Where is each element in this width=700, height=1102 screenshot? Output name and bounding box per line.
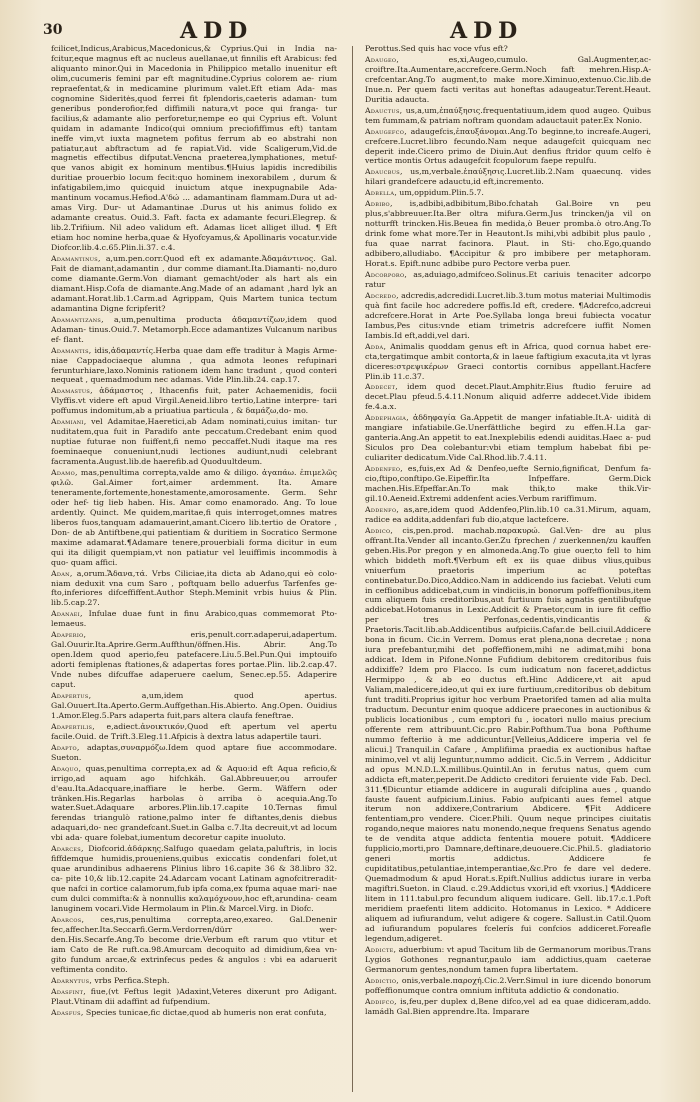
entry-headword: Adaugefco — [365, 126, 405, 136]
dictionary-entry: Adapto, adaptas,συναρμόζω.Idem quod aptare fiue accommodare. Sueton. — [51, 742, 337, 762]
entry-text: Perottus.Sed quis hac voce vfus eft? — [365, 44, 508, 53]
dictionary-entry: Addenfo, as,are,idem quod Addenfeo,Plin.lib.10 ca.31.Mirum, aquam, radice ea addita,addenfari fub dio,atque lactefcere. — [365, 504, 651, 524]
entry-text: a,um,idem quod apertus. Gal.Ouuert.Ita.Aperto.Germ.Auffgethan.His.Abierto. Ang.Open. Ouidius 1.Amor.Eleg.5.Pars adaperta fuit,pars altera claufa feneftrae. — [51, 691, 337, 720]
entry-headword: Adarnytus — [51, 975, 90, 985]
entry-headword: Adamantizans — [51, 314, 102, 324]
dictionary-entry: Adaugeo, es,xi,Augeo,cumulo. Gal.Augmenter,ac- croiftre.Ita.Aumentare,accrefcere.Germ.Noch faft mehren.Hisp.A- crefcentar.Ang.To augment,to make more.Ximinuo,extenuo.Cic.lib.de Inue.n. Per quem facti veritas aut honeftas adaugeatur.Terent.Heaut. Duritia adaucta. — [365, 54, 651, 104]
entry-text: a,um.pen.corr.Quod eft ex adamante.Ἀδαμάντινος. Gal. Fait de diamant,adamantin , dur comme diamant.Ita.Diamanti- no,duro come diamante.Germ.Von diamant gemacht/oder als hart als ein diamant.Hisp.Cofa de diamante.Ang.Made of an adamant ,hard lyk an adamant.Horat.lib.1.Carm.ad Agrippam, Quis Martem tunica tectum adamantina Digne fcripferit? — [51, 254, 337, 313]
dictionary-entry: Adamo, mas,penultima correpta,valde amo & diligo. ἀγαπάω. ἐπιμελῶς φιλῶ. Gal.Aimer fort,aimer ardemment. Ita. Amare teneramente,fortemente,honestamente,amorosamente. Germ. Sehr oder hef- tig lieb haben. His. Amar como enamorado. Ang. To loue ardently. Quinct. Me quidem,maritae,fi quis interroget,omnes matres liberos fuos,tanquam adamauerint,amant.Cicero lib.tertio de Oratore , Don- de ab Antiftbene,qui patientiam & duritiem in Socratico Sermone maxime adamarat.¶Adamare tenere,prouerbiali forma dicitur in eum qui ita diligit quempiam,vt non patiatur vel leuiffimis incommodis à quo- quam affici. — [51, 468, 337, 567]
dictionary-entry: Adarces, Diofcorid.ἀδάρκης.Salfugo quaedam gelata,paluftris, in locis fiffdemque humidis,proueniens,quibus exiccatis condenfari folet,ut quae arundinibus adhaerens Plinius libro 16.capite 36 & 38.libro 32. ca- pite 10,& lib.12.capite 24.Adarcam vocant Latinam agnofcitreradit- que nafci in cortice calamorum,fub ipfa coma,ex fpuma aquae mari- nae cum dulci commifta:& à nonnullis καλαμόχνουν,hoc eft,arundina- ceam lanuginem vocari.Vide Hermolaum in Plin.& Marcel.Virg. in Diofc. — [51, 844, 337, 914]
entry-headword: Addenfo — [365, 504, 397, 514]
dictionary-entry — [365, 44, 651, 54]
entry-headword: Adamiani — [51, 417, 84, 427]
entry-headword: Adcorporo — [365, 269, 405, 279]
entry-text: a,orum.Ἄδανα,τά. Vrbs Ciliciae,ita dicta ab Adano,qui eò colo- niam deduxit vna cum Saro , poftquam bello aduerfus Tarfenfes ge- fto,inferiores difceffiffent.Author Steph.Meminit vrbis huius & Plin. lib.5.cap.27. — [51, 568, 337, 608]
entry-text: idem quod decet.Plaut.Amphitr.Eius ftudio feruire ad decet.Plau pfeud.5.4.11.Nonum aliquid adferre addecet.Vide ibidem fe.4.a.x. — [365, 382, 651, 412]
entry-text: fiue,(vt Feftus legit )Adaxint,Veteres dixerunt pro Adigant. Plaut.Vtinam dii adaffint ad fufpendium. — [51, 986, 337, 1006]
dictionary-entry: Addico, cis,pen.prod. machab.παρακυρώ. Gal.Ven- dre au plus offrant.Ita.Vender all incanto.Ger.Zu fprechen / zuerkennen/zu kauffen geben.His.Por pregon y en almoneda.Ang.To giue ouer,to fell to him which biddeth moft.¶Verbum eft ex iis quae diibus vlius,quibus vniuerfum praetoris imperium ac poteftas continebatur.Do.Dico,Addico.Nam in addicendo ius faciebat. Veluti cum in ceffionibus addicebat,cum in vindiciis,in bonorum poffeffionibus,item cum aliquem fuis creditoribus,aut furtiuum fuis agnatis gentilibufque addicebat.Hotomanus in Lexic.Addicit & Praetor,cum in iure fit ceffio per tres Perfonas,cedentis,vindicantis & Praetoris.Tacit.lib.ab.Addicentibus aufpiciis.Cafar.de bell.ciuil.Addicere bona in ficum. Cic.in Verrem. Domus erat plena,nona decretae ; nona iura prefebantur,mihi det poffeffionem,mihi ne adimat,mihi bona addicat. Idem in Pifone.Nonne Fufidium debitorem creditoribus fuis addixiffe? Idem pro Flacco. Is cum iudicatum non faceret,addictus Hermippo , & ab eo ductus eft.Hinc Addicere,vt ait apud Valiam,maledicere,ideo,ut qui ex iure furtiuum,creditoribus ob debitum funt traditi.Proprius igitur hoc verbum Praetorifed tamen ad alia multa traductum. Decuntur enim quoque addicere praecones in auctionibus & publicis locationibus , cum emptori fu , iocatori nullo maius precium offerente rem attribuunt.Cic.pro Rabir.Pofthum.Tua bona Pofthume nummo fefteriio à me addicuntur.[Velleius,Addicere imperia vel fe alicui.] Tranquil.in Cafare , Amplifiima praedia ex auctionibus haftae minimo,vel vt alij leguntur,nummo addicit. Cic.5.in Verrem , Addicitur ad opus M.N.D.L.X.millibus.Quintil.An in ferutus natus, quem cum addicta eft,mater,peperit.De Addicto creditori feruiente vide Fab. Decl. 311.¶Dicuntur etiamde addicere in augurali difciplina aues , quando fauste fauent aufpicium.Linius. Fabio aufpicanti aues femel atque iterum non addixere,Contrarium Abdicere. ¶Fit Addicere fententiam,pro vendere. Cicer.Phili. Quum neque principes ciuitatis rogando,neque maiores natu monendo,neque frequens Senatus agendo te de vendita atque addicta fententia mouere potuit. ¶Addicere fupplicio,morti,pro Damnare,deftinare,deuouere.Cic.Phil.5. gladiatorio generi mortis addictus. Addicere fe cupiditatibus,petulantiae,intemperantiae,&c.Pro fe dare vel dedere. Quemadmodum & apud Horat.s.Epift.Nullius addictus iurare in verba magiftri.Sueton. in Claud. c.29.Addictus vxori,id eft vxorius.] ¶Addicere litem in 111.tabul.pro fecundum aliquem iudicare. Gell. lib.17.c.1.Poft meridiem praefenti litem addicito. Hotomanus in Lexico. * Addicere aliquem ad iufiurandum, velut adigere & cogere. Sallust.in Catil.Quom ad iufiurandum populares fcelerís fui confcios addiceret.Foreafle legendum,adigeret. — [365, 525, 651, 943]
entry-headword: Adamantis — [51, 345, 89, 355]
dictionary-entry: Adbella, um,oppidum.Plin.5.7. — [365, 188, 484, 198]
entry-headword: Addecet — [365, 382, 396, 392]
entry-text: us,a,um,ἐπαύξησις.frequentatiuum,idem quod augeo. Quibus tem fummam,& patriam noftram quondam adauctauit pater.Ex Nonio. — [365, 105, 651, 125]
dictionary-entry: Adaucbus, us,m,verbale.ἐπαύξησις.Lucret.lib.2.Nam quaecunq. vides hilari grandefcere adauctu,id eft,incremento. — [365, 167, 651, 187]
entry-text: es,xi,Augeo,cumulo. Gal.Augmenter,ac- croiftre.Ita.Aumentare,accrefcere.Germ.Noch faft mehren.Hisp.A- crefcentar.Ang.To augment,to make more.Ximinuo,extenuo.Cic.lib.de Inue.n. Per quem facti veritas aut honeftas adaugeatur.Terent.Heaut. Duritia adaucta. — [365, 54, 651, 104]
dictionary-entry: Addephagia, ἀδδηφαγία Ga.Appetit de manger infatiable.It.A- uidità di mangiare infatiabile.Ge.Unerfättliche begird zu effen.H.La gar- ganteria.Ang.An appetit to eat.Inexplebilis edendi auiditas.Haec a- pud Siculos pro Dea colebantur:vbi etiam templum habebat fibi pe- culiariter dedicatum.Vide Cal.Rhod.lib.7.4.11. — [365, 413, 651, 463]
entry-headword: Adarces — [51, 844, 82, 854]
entry-text: quas,penultima correpta,ex ad & Aquo:id eft Aqua reficio,& irrigo,ad aquam ago hifchkáh. Gal.Abbreuuer,ou arroufer d'eau.Ita.Adacquare,inaffiare le herbe. Germ. Wäffern oder tränken.His.Regarlas harbolas ò arriba ò acequia.Ang.To water.Suet.Adaquare arbores.Plin.lib.17.capite 10.Ternas fimul ferendas triangulò ratione,palmo inter fe diftantes,denis diebus adaquari,do- nec grandefcant.Suet.in Galba c.7.Ita decreuit,vt ad locum vbi ada- quare folebat,iumentum decoretur capite inuoluto. — [51, 763, 337, 843]
dictionary-entry — [51, 44, 337, 253]
dictionary-entry: Adarnytus, vrbs Perfica.Steph. — [51, 975, 170, 985]
entry-text: es,fuis,ex Ad & Denfeo,uefte Sernio,fignificat, Denfum fa- cio,ftipo,conftipo.Ge.Eipeffir.Ita Infpeffare. Germ.Dick machen.His.Efpeffar.An.To mak thik,to make thik.Vir- gil.10.Aeneid.Extremi addenfent acies.Verbum rariffimum. — [365, 464, 651, 503]
entry-headword: Addictio — [365, 975, 397, 985]
entry-text: adaptas,συναρμόζω.Idem quod aptare fiue accommodare. Sueton. — [51, 742, 337, 762]
entry-text: a,um,penultima producta ἀδαμαντίζων,idem quod Adaman- tinus.Ouid.7. Metamorph.Ecce adamantizes Vulcanum naribus ef- flant. — [51, 314, 337, 344]
dictionary-entry: Adan, a,orum.Ἄδανα,τά. Vrbs Ciliciae,ita dicta ab Adano,qui eò colo- niam deduxit vna cum Saro , poftquam bello aduerfus Tarfenfes ge- fto,inferiores difceffiffent.Author Steph.Meminit vrbis huius & Plin. lib.5.cap.27. — [51, 568, 337, 608]
entry-headword: Addephagia — [365, 413, 407, 423]
dictionary-entry: Addictio, onis,verbale.παροχή.Cic.2.Verr.Simul in iure dicendo bonorum poffeffionumque contra omnium inftituta addictio & condonatio. — [365, 975, 651, 995]
entry-text: adaugefcis,ἐπαυξάνομαι.Ang.To beginne,to increafe.Augeri, crefcere.Lucret.libro fecundo.Nam neque adaugefcit quicquam nec deperit inde.Cicero primo de Diuin.Aut denfius ftridor quum celfo è vertice montis Ortus adaugefcit fcopulorum faepe repulfu. — [365, 126, 651, 166]
entry-text: us,m,verbale.ἐπαύξησις.Lucret.lib.2.Nam quaecunq. vides hilari grandefcere adauctu,id eft,incremento. — [365, 167, 651, 187]
entry-text: cis,pen.prod. machab.παρακυρώ. Gal.Ven- dre au plus offrant.Ita.Vender all incanto.Ger.Zu fprechen / zuerkennen/zu kauffen geben.His.Por pregon y en almoneda.Ang.To giue ouer,to fell to him which biddeth moft.¶Verbum eft ex iis quae diibus vlius,quibus vniuerfum praetoris imperium ac poteftas continebatur.Do.Dico,Addico.Nam in addicendo ius faciebat. Veluti cum in ceffionibus addicebat,cum in vindiciis,in bonorum poffeffionibus,item cum aliquem fuis creditoribus,aut furtiuum fuis agnatis gentilibufque addicebat.Hotomanus in Lexic.Addicit & Praetor,cum in iure fit ceffio per tres Perfonas,cedentis,vindicantis & Praetoris.Tacit.lib.ab.Addicentibus aufpiciis.Cafar.de bell.ciuil.Addicere bona in ficum. Cic.in Verrem. Domus erat plena,nona decretae ; nona iura prefebantur,mihi det poffeffionem,mihi ne adimat,mihi bona addicat. Idem in Pifone.Nonne Fufidium debitorem creditoribus fuis addixiffe? Idem pro Flacco. Is cum iudicatum non faceret,addictus Hermippo , & ab eo ductus eft.Hinc Addicere,vt ait apud Valiam,maledicere,ideo,ut qui ex iure furtiuum,creditoribus ob debitum funt traditi.Proprius igitur hoc verbum Praetorifed tamen ad alia multa traductum. Decuntur enim quoque addicere praecones in auctionibus & publicis locationibus , cum emptori fu , iocatori nullo maius precium offerente rem attribuunt.Cic.pro Rabir.Pofthum.Tua bona Pofthume nummo fefteriio à me addicuntur.[Velleius,Addicere imperia vel fe alicui.] Tranquil.in Cafare , Amplifiima praedia ex auctionibus haftae minimo,vel vt alij leguntur,nummo addicit. Cic.5.in Verrem , Addicitur ad opus M.N.D.L.X.millibus.Quintil.An in ferutus natus, quem cum addicta eft,mater,peperit.De Addicto creditori feruiente vide Fab. Decl. 311.¶Dicuntur etiamde addicere in augurali difciplina aues , quando fauste fauent aufpicium.Linius. Fabio aufpicanti aues femel atque iterum non addixere,Contrarium Abdicere. ¶Fit Addicere fententiam,pro vendere. Cicer.Phili. Quum neque principes ciuitatis rogando,neque maiores natu monendo,neque frequens Senatus agendo te de vendita atque addicta fententia mouere potuit. ¶Addicere fupplicio,morti,pro Damnare,deftinare,deuouere.Cic.Phil.5. gladiatorio generi mortis addictus. Addicere fe cupiditatibus,petulantiae,intemperantiae,&c.Pro fe dare vel dedere. Quemadmodum & apud Horat.s.Epift.Nullius addictus iurare in verba magiftri.Sueton. in Claud. c.29.Addictus vxori,id eft vxorius.] ¶Addicere litem in 111.tabul.pro fecundum aliquem iudicare. Gell. lib.17.c.1.Poft meridiem praefenti litem addicito. Hotomanus in Lexico. * Addicere aliquem ad iufiurandum, velut adigere & cogere. Sallust.in Catil.Quom ad iufiurandum populares fcelerís fui confcios addiceret.Foreafle legendum,adigeret. — [365, 525, 651, 943]
entry-headword: Addicte — [365, 944, 394, 954]
dictionary-entry: Addenfeo, es,fuis,ex Ad & Denfeo,uefte Sernio,fignificat, Denfum fa- cio,ftipo,conftipo.Ge.Eipeffir.Ita Infpeffare. Germ.Dick machen.His.Efpeffar.An.To mak thik,to make thik.Vir- gil.10.Aeneid.Extremi addenfent acies.Verbum rariffimum. — [365, 464, 651, 503]
dictionary-entry: Adapertus, a,um,idem quod apertus. Gal.Ouuert.Ita.Aperto.Germ.Auffgethan.His.Abierto. Ang.Open. Ouidius 1.Amor.Eleg.5.Pars adaperta fuit,pars altera claufa feneftrae. — [51, 691, 337, 720]
dictionary-entry: Adauctus, us,a,um,ἐπαύξησις.frequentatiuum,idem quod augeo. Quibus tem fummam,& patriam noftram quondam adauctauit pater.Ex Nonio. — [365, 105, 651, 125]
column-divider — [352, 46, 353, 1092]
left-column — [51, 44, 337, 1094]
entry-headword: Adamantinus — [51, 254, 98, 264]
entry-text: e,adiect.ἀνοικτικόν,Quod eft apertum vel apertu facile.Ouid. de Trift.3.Eleg.11.Afpicis à dextra latus adapertile tauri. — [51, 721, 337, 741]
dictionary-entry: Adasfint, fiue,(vt Feftus legit )Adaxint,Veteres dixerunt pro Adigant. Plaut.Vtinam dii adaffint ad fufpendium. — [51, 986, 337, 1006]
dictionary-entry: Adapertilis, e,adiect.ἀνοικτικόν,Quod eft apertum vel apertu facile.Ouid. de Trift.3.Eleg.11.Afpicis à dextra latus adapertile tauri. — [51, 721, 337, 741]
dictionary-entry: Adamastus, ἀδάμαστος , Ithacenfis fuit, pater Achaemenidis, focii Vlyffis.vt videre eft apud Virgil.Aeneid.libro tertio,Latine interpre- tari poffumus indomitum,ab a priuatiua particula , & δαμάζω,do- mo. — [51, 386, 337, 416]
entry-text: ἀδδηφαγία Ga.Appetit de manger infatiable.It.A- uidità di mangiare infatiabile.Ge.Unerfättliche begird zu effen.H.La gar- ganteria.Ang.An appetit to eat.Inexplebilis edendi auiditas.Haec a- pud Siculos pro Dea colebantur:vbi etiam templum habebat fibi pe- culiariter dedicatum.Vide Cal.Rhod.lib.7.4.11. — [365, 413, 651, 463]
entry-text: vrbs Perfica.Steph. — [94, 975, 170, 985]
entry-headword: Adcredo — [365, 290, 397, 300]
entry-text: Animalis quoddam genus eft in Africa, quod cornua habet ere- cta,tergatimque ambit contorta,& in laeue faftigium exacuta,ita vt lyras diceres:στρεψικέρων Graeci contortis cornibus appellant.Hacfere Plin.ib 11.c.37. — [365, 341, 651, 381]
entry-headword: Adda — [365, 341, 384, 351]
entry-text: onis,verbale.παροχή.Cic.2.Verr.Simul in iure dicendo bonorum poffeffionumque contra omnium inftituta addictio & condonatio. — [365, 975, 651, 995]
dictionary-entry: Adamantizans, a,um,penultima producta ἀδαμαντίζων,idem quod Adaman- tinus.Ouid.7. Metamorph.Ecce adamantizes Vulcanum naribus ef- flant. — [51, 314, 337, 344]
entry-headword: Adbella — [365, 188, 395, 198]
dictionary-entry: Addecet, idem quod decet.Plaut.Amphitr.Eius ftudio feruire ad decet.Plau pfeud.5.4.11.Nonum aliquid adferre addecet.Vide ibidem fe.4.a.x. — [365, 382, 651, 412]
dictionary-entry: Adasfus, Species tunicae,fic dictae,quod ab humeris non erat confuta, — [51, 1007, 327, 1017]
entry-text: vel Adamitae,Haeretici,ab Adam nominati,cuius imitan- tur nuditatem,qua fuit in Paradifo ante peccatum.Credebant enim quod nuptiae futurae non fuiffent,fi nemo peccaffet.Nudi itaque ma res foeminaeque conueniunt,nudi lectiones audiunt,nudi celebrant facramenta.August.lib.de haerefib.ad Quoduultdeum. — [51, 417, 337, 467]
entry-text: um,oppidum.Plin.5.7. — [399, 188, 484, 198]
entry-text: is,adbibi,adbibitum,Bibo.fchatah Gal.Boire vn peu plus,s'abbreuuer.Ita.Ber oltra mifura.Germ.Jus trincken/ja vil on notturfft trincken.His.Beuea fin medida,ò Beuer promba.ò otro.Ang.To drink fome what more.Ter in Heautont.Is mihi,vbi adbibit plus paulo , fua quae narrat facinora. Plaut. in Sti- cho.Ego,quando adbibero,alludiabo. ¶Accipitur & pro imbibere per metaphoram. Horat.s. Epift.nunc adbibe puro Pectore verba puer. — [365, 199, 651, 269]
entry-text: is,feu,per duplex d,Bene difco,vel ad ea quae didiceram,addo. lamádh Gal.Bien apprendre.Ita. Imparare — [365, 996, 651, 1016]
dictionary-entry: Adcredo, adcredis,adcredidi.Lucret.lib.3.tum motus materiai Multimodis quà fint facile hoc adcredere poffis.Id eft, credere. ¶Adcrefco,adcreui adcrefcere.Horat in Arte Poe.Syllaba longa breui fubiecta vocatur Iambus,Pes citus:vnde etiam trimetris adcrefcere iuffit Nomen Iambis.Id eft,addi,vel dari. — [365, 290, 651, 340]
running-head-right: ADD — [450, 18, 524, 44]
entry-headword: Adaperio — [51, 630, 84, 640]
dictionary-entry: Adaquo, quas,penultima correpta,ex ad & Aquo:id eft Aqua reficio,& irrigo,ad aquam ago hifchkáh. Gal.Abbreuuer,ou arroufer d'eau.Ita.Adacquare,inaffiare le herbe. Germ. Wäffern oder tränken.His.Regarlas harbolas ò arriba ò acequia.Ang.To water.Suet.Adaquare arbores.Plin.lib.17.capite 10.Ternas fimul ferendas triangulò ratione,palmo inter fe diftantes,denis diebus adaquari,do- nec grandefcant.Suet.in Galba c.7.Ita decreuit,vt ad locum vbi ada- quare folebat,iumentum decoretur capite inuoluto. — [51, 763, 337, 843]
entry-headword: Adapto — [51, 742, 77, 752]
entry-headword: Adauctus — [365, 105, 400, 115]
entry-text: fcilicet,Indicus,Arabicus,Macedonicus,& Cyprius.Qui in India na- fcitur,eque magnus eft ac nucleus auellanae,ut finnilis eft Arabicus: fed aliquanto minor.Qui in Macedonia in Philippico metallo inuenitur eft olim,cucumeris femini par eft magnitudine.Cyprius colorem ae- rium repraefentat,& in medicamine plurimum valet.Eft etiam Ada- mas cognomine Sideritės,quod ferrei fit fplendoris,caeteris adaman- tum generibus ponderofior,fed diffimili natura,vt poce qui franga- tur facilius,& adamante alio perforetur,nempe eo qui Cyprius eft. Volunt quidam in adamante Indico(qui omnium preciofiffimus eft) tantam ineffe vim,vt iuxta magnetem pofitus ferrum ab eo abstrahi non patiatur,aut abftractum ad fe rapiat.Vid. vide Scaligerum,Vid.de magnetis effectibus difputat.Vencna praeterea,lymphationes, metuf- que vanos abigit ex hominum mentibus.¶Huius lapidis incredibilis duritiae prouerbio locum fecit:quo hominem inexorabilem , durum & infatigabilem,imo quicquid inuictum atque inexpugnabile Ada- mantinum vocamus.Hefiod.A'δώ ... adamantinam flammam.Dura ut ad- amas Virg. Dur- ut Adamantinae .Durus ut his animus folido ex adamante creatus. Ouid.3. Faft. facta ex adamante fecuri.Elegrep. & lib.2.Trifiium. Nil adeo validum eft. Adamas licet alliget illud. ¶ Eft etiam hoc nomine herba,quae & Hyofcyamus,& Apollinaris vocatur.vide Diofcor.lib.4.c.65.Plin.li.37. c.4. — [51, 44, 337, 253]
entry-headword: Addenfeo — [365, 464, 401, 474]
running-head-left: ADD — [180, 18, 254, 44]
entry-headword: Adasfint — [51, 986, 84, 996]
entry-headword: Adanaei — [51, 609, 80, 619]
entry-headword: Adaugeo — [365, 54, 397, 64]
entry-text: ἀδάμαστος , Ithacenfis fuit, pater Achaemenidis, focii Vlyffis.vt videre eft apud Virgil.Aeneid.libro tertio,Latine interpre- tari poffumus indomitum,ab a priuatiua particula , & δαμάζω,do- mo. — [51, 386, 337, 416]
dictionary-entry: Adamiani, vel Adamitae,Haeretici,ab Adam nominati,cuius imitan- tur nuditatem,qua fuit in Paradifo ante peccatum.Credebant enim quod nuptiae futurae non fuiffent,fi nemo peccaffet.Nudi itaque ma res foeminaeque conueniunt,nudi lectiones audiunt,nudi celebrant facramenta.August.lib.de haerefib.ad Quoduultdeum. — [51, 417, 337, 467]
dictionary-entry: Addifco, is,feu,per duplex d,Bene difco,vel ad ea quae didiceram,addo. lamádh Gal.Bien apprendre.Ita. Imparare — [365, 996, 651, 1016]
entry-headword: Adaquo — [51, 763, 79, 773]
entry-headword: Adarcos — [51, 914, 82, 924]
entry-text: ces,rus,penultima correpta,areo,exareo. Gal.Denenir fec,affecher.Ita.Seccarfi.Germ.Verdorren/dürr wer- den.His.Secarfe.Ang.To become drie.Verbum eft rarum quo vtitur et iam Cato de Re ruft.ca.98.Amurcam decoquito ad dimidium,&ea vn- gito fundum arcae,& extrinfecus pedes & angulos : vbi ea adaruerit veftimenta condito. — [51, 914, 337, 974]
entry-text: aduerbium: vt apud Tacitum lib de Germanorum moribus.Trans Lygios Gothones regnantur,paulo iam addictius,quam caeterae Germanorum gentes,nondum tamen fupra libertatem. — [365, 944, 651, 974]
entry-headword: Adamo — [51, 468, 75, 478]
entry-text: Diofcorid.ἀδάρκης.Salfugo quaedam gelata,paluftris, in locis fiffdemque humidis,proueniens,quibus exiccatis condenfari folet,ut quae arundinibus adhaerens Plinius libro 16.capite 36 & 38.libro 32. ca- pite 10,& lib.12.capite 24.Adarcam vocant Latinam agnofcitreradit- que nafci in cortice calamorum,fub ipfa coma,ex fpuma aquae mari- nae cum dulci commifta:& à nonnullis καλαμόχνουν,hoc eft,arundina- ceam lanuginem vocari.Vide Hermolaum in Plin.& Marcel.Virg. in Diofc. — [51, 844, 337, 914]
dictionary-entry: Adanaei, Infulae duae funt in finu Arabico,quas commemorat Pto- lemaeus. — [51, 609, 337, 629]
page-number: 30 — [43, 22, 63, 38]
entry-headword: Adaucbus — [365, 167, 401, 177]
entry-headword: Adbibo — [365, 199, 390, 209]
entry-headword: Adasfus — [51, 1007, 81, 1017]
dictionary-entry: Adcorporo, as,aduiago,admifceo.Solinus.Et cariuis tenaciter adcorpo ratur — [365, 269, 651, 289]
entry-headword: Adan — [51, 568, 70, 578]
right-column — [365, 44, 651, 1094]
dictionary-entry: Adda, Animalis quoddam genus eft in Africa, quod cornua habet ere- cta,tergatimque ambit contorta,& in laeue faftigium exacuta,ita vt lyras diceres:στρεψικέρων Graeci contortis cornibus appellant.Hacfere Plin.ib 11.c.37. — [365, 341, 651, 381]
entry-headword: Addifco — [365, 996, 395, 1006]
dictionary-entry: Adbibo, is,adbibi,adbibitum,Bibo.fchatah Gal.Boire vn peu plus,s'abbreuuer.Ita.Ber oltra mifura.Germ.Jus trincken/ja vil on notturfft trincken.His.Beuea fin medida,ò Beuer promba.ò otro.Ang.To drink fome what more.Ter in Heautont.Is mihi,vbi adbibit plus paulo , fua quae narrat facinora. Plaut. in Sti- cho.Ego,quando adbibero,alludiabo. ¶Accipitur & pro imbibere per metaphoram. Horat.s. Epift.nunc adbibe puro Pectore verba puer. — [365, 199, 651, 269]
entry-text: Infulae duae funt in finu Arabico,quas commemorat Pto- lemaeus. — [51, 609, 337, 629]
entry-text: eris,penult.corr.adaperui,adapertum. Gal.Ouurir.Ita.Aprire.Germ.Auffthun/öffnen.His. Abrir. Ang.To open.Idem quod aperio,feu patefacere.Liu.5.Bel.Pun.Qui imptouifo adorti femiplenas ftationes,& adapertas fores portae.Plin. lib.2.cap.47. Vnde nubes difcuffae adaperuere caelum, Senec.ep.55. Adaperire caput. — [51, 630, 337, 690]
dictionary-entry: Adaugefco, adaugefcis,ἐπαυξάνομαι.Ang.To beginne,to increafe.Augeri, crefcere.Lucret.libro fecundo.Nam neque adaugefcit quicquam nec deperit inde.Cicero primo de Diuin.Aut denfius ftridor quum celfo è vertice montis Ortus adaugefcit fcopulorum faepe repulfu. — [365, 126, 651, 166]
dictionary-entry: Adarcos, ces,rus,penultima correpta,areo,exareo. Gal.Denenir fec,affecher.Ita.Seccarfi.Germ.Verdorren/dürr wer- den.His.Secarfe.Ang.To become drie.Verbum eft rarum quo vtitur et iam Cato de Re ruft.ca.98.Amurcam decoquito ad dimidium,&ea vn- gito fundum arcae,& extrinfecus pedes & angulos : vbi ea adaruerit veftimenta condito. — [51, 914, 337, 974]
entry-text: as,aduiago,admifceo.Solinus.Et cariuis tenaciter adcorpo ratur — [365, 269, 651, 289]
dictionary-entry: Adaperio, eris,penult.corr.adaperui,adapertum. Gal.Ouurir.Ita.Aprire.Germ.Auffthun/öffnen.His. Abrir. Ang.To open.Idem quod aperio,feu patefacere.Liu.5.Bel.Pun.Qui imptouifo adorti femiplenas ftationes,& adapertas fores portae.Plin. lib.2.cap.47. Vnde nubes difcuffae adaperuere caelum, Senec.ep.55. Adaperire caput. — [51, 630, 337, 690]
entry-text: idis,ἀδαμαντίς.Herba quae dam effe traditur à Magis Arme- niae Cappadociaeque alumna , qua admota leones refupinari ferunturhiare,laxo.Nominis rationem idem hanc tradunt , quod conteri nequeat , quemadmodum nec adamas. Vide Plin.lib.24. cap.17. — [51, 345, 337, 385]
entry-text: adcredis,adcredidi.Lucret.lib.3.tum motus materiai Multimodis quà fint facile hoc adcredere poffis.Id eft, credere. ¶Adcrefco,adcreui adcrefcere.Horat in Arte Poe.Syllaba longa breui fubiecta vocatur Iambus,Pes citus:vnde etiam trimetris adcrefcere iuffit Nomen Iambis.Id eft,addi,vel dari. — [365, 290, 651, 340]
entry-text: as,are,idem quod Addenfeo,Plin.lib.10 ca.31.Mirum, aquam, radice ea addita,addenfari fub dio,atque lactefcere. — [365, 504, 651, 524]
dictionary-entry: Adamantis, idis,ἀδαμαντίς.Herba quae dam effe traditur à Magis Arme- niae Cappadociaeque alumna , qua admota leones refupinari ferunturhiare,laxo.Nominis rationem idem hanc tradunt , quod conteri nequeat , quemadmodum nec adamas. Vide Plin.lib.24. cap.17. — [51, 345, 337, 385]
entry-headword: Adapertilis — [51, 721, 93, 731]
entry-text: mas,penultima correpta,valde amo & diligo. ἀγαπάω. ἐπιμελῶς φιλῶ. Gal.Aimer fort,aimer ardemment. Ita. Amare teneramente,fortemente,honestamente,amorosamente. Germ. Sehr oder hef- tig lieb haben. His. Amar como enamorado. Ang. To loue ardently. Quinct. Me quidem,maritae,fi quis interroget,omnes matres liberos fuos,tanquam adamauerint,amant.Cicero lib.tertio de Oratore , Don- de ab Antiftbene,qui patientiam & duritiem in Socratico Sermone maxime adamarat.¶Adamare tenere,prouerbiali forma dicitur in eum qui ita diligit quempiam,vt non patiatur vel leuiffimis incommodis à quo- quam affici. — [51, 468, 337, 567]
dictionary-entry: Addicte, aduerbium: vt apud Tacitum lib de Germanorum moribus.Trans Lygios Gothones regnantur,paulo iam addictius,quam caeterae Germanorum gentes,nondum tamen fupra libertatem. — [365, 944, 651, 974]
entry-headword: Adapertus — [51, 691, 89, 700]
dictionary-entry: Adamantinus, a,um.pen.corr.Quod eft ex adamante.Ἀδαμάντινος. Gal. Fait de diamant,adamantin , dur comme diamant.Ita.Diamanti- no,duro come diamante.Germ.Von diamant gemacht/oder als hart als ein diamant.Hisp.Cofa de diamante.Ang.Made of an adamant ,hard lyk an adamant.Horat.lib.1.Carm.ad Agrippam, Quis Martem tunica tectum adamantina Digne fcripferit? — [51, 254, 337, 313]
entry-headword: Addico — [365, 525, 391, 535]
entry-text: Species tunicae,fic dictae,quod ab humeris non erat confuta, — [85, 1007, 327, 1017]
entry-headword: Adamastus — [51, 386, 91, 396]
